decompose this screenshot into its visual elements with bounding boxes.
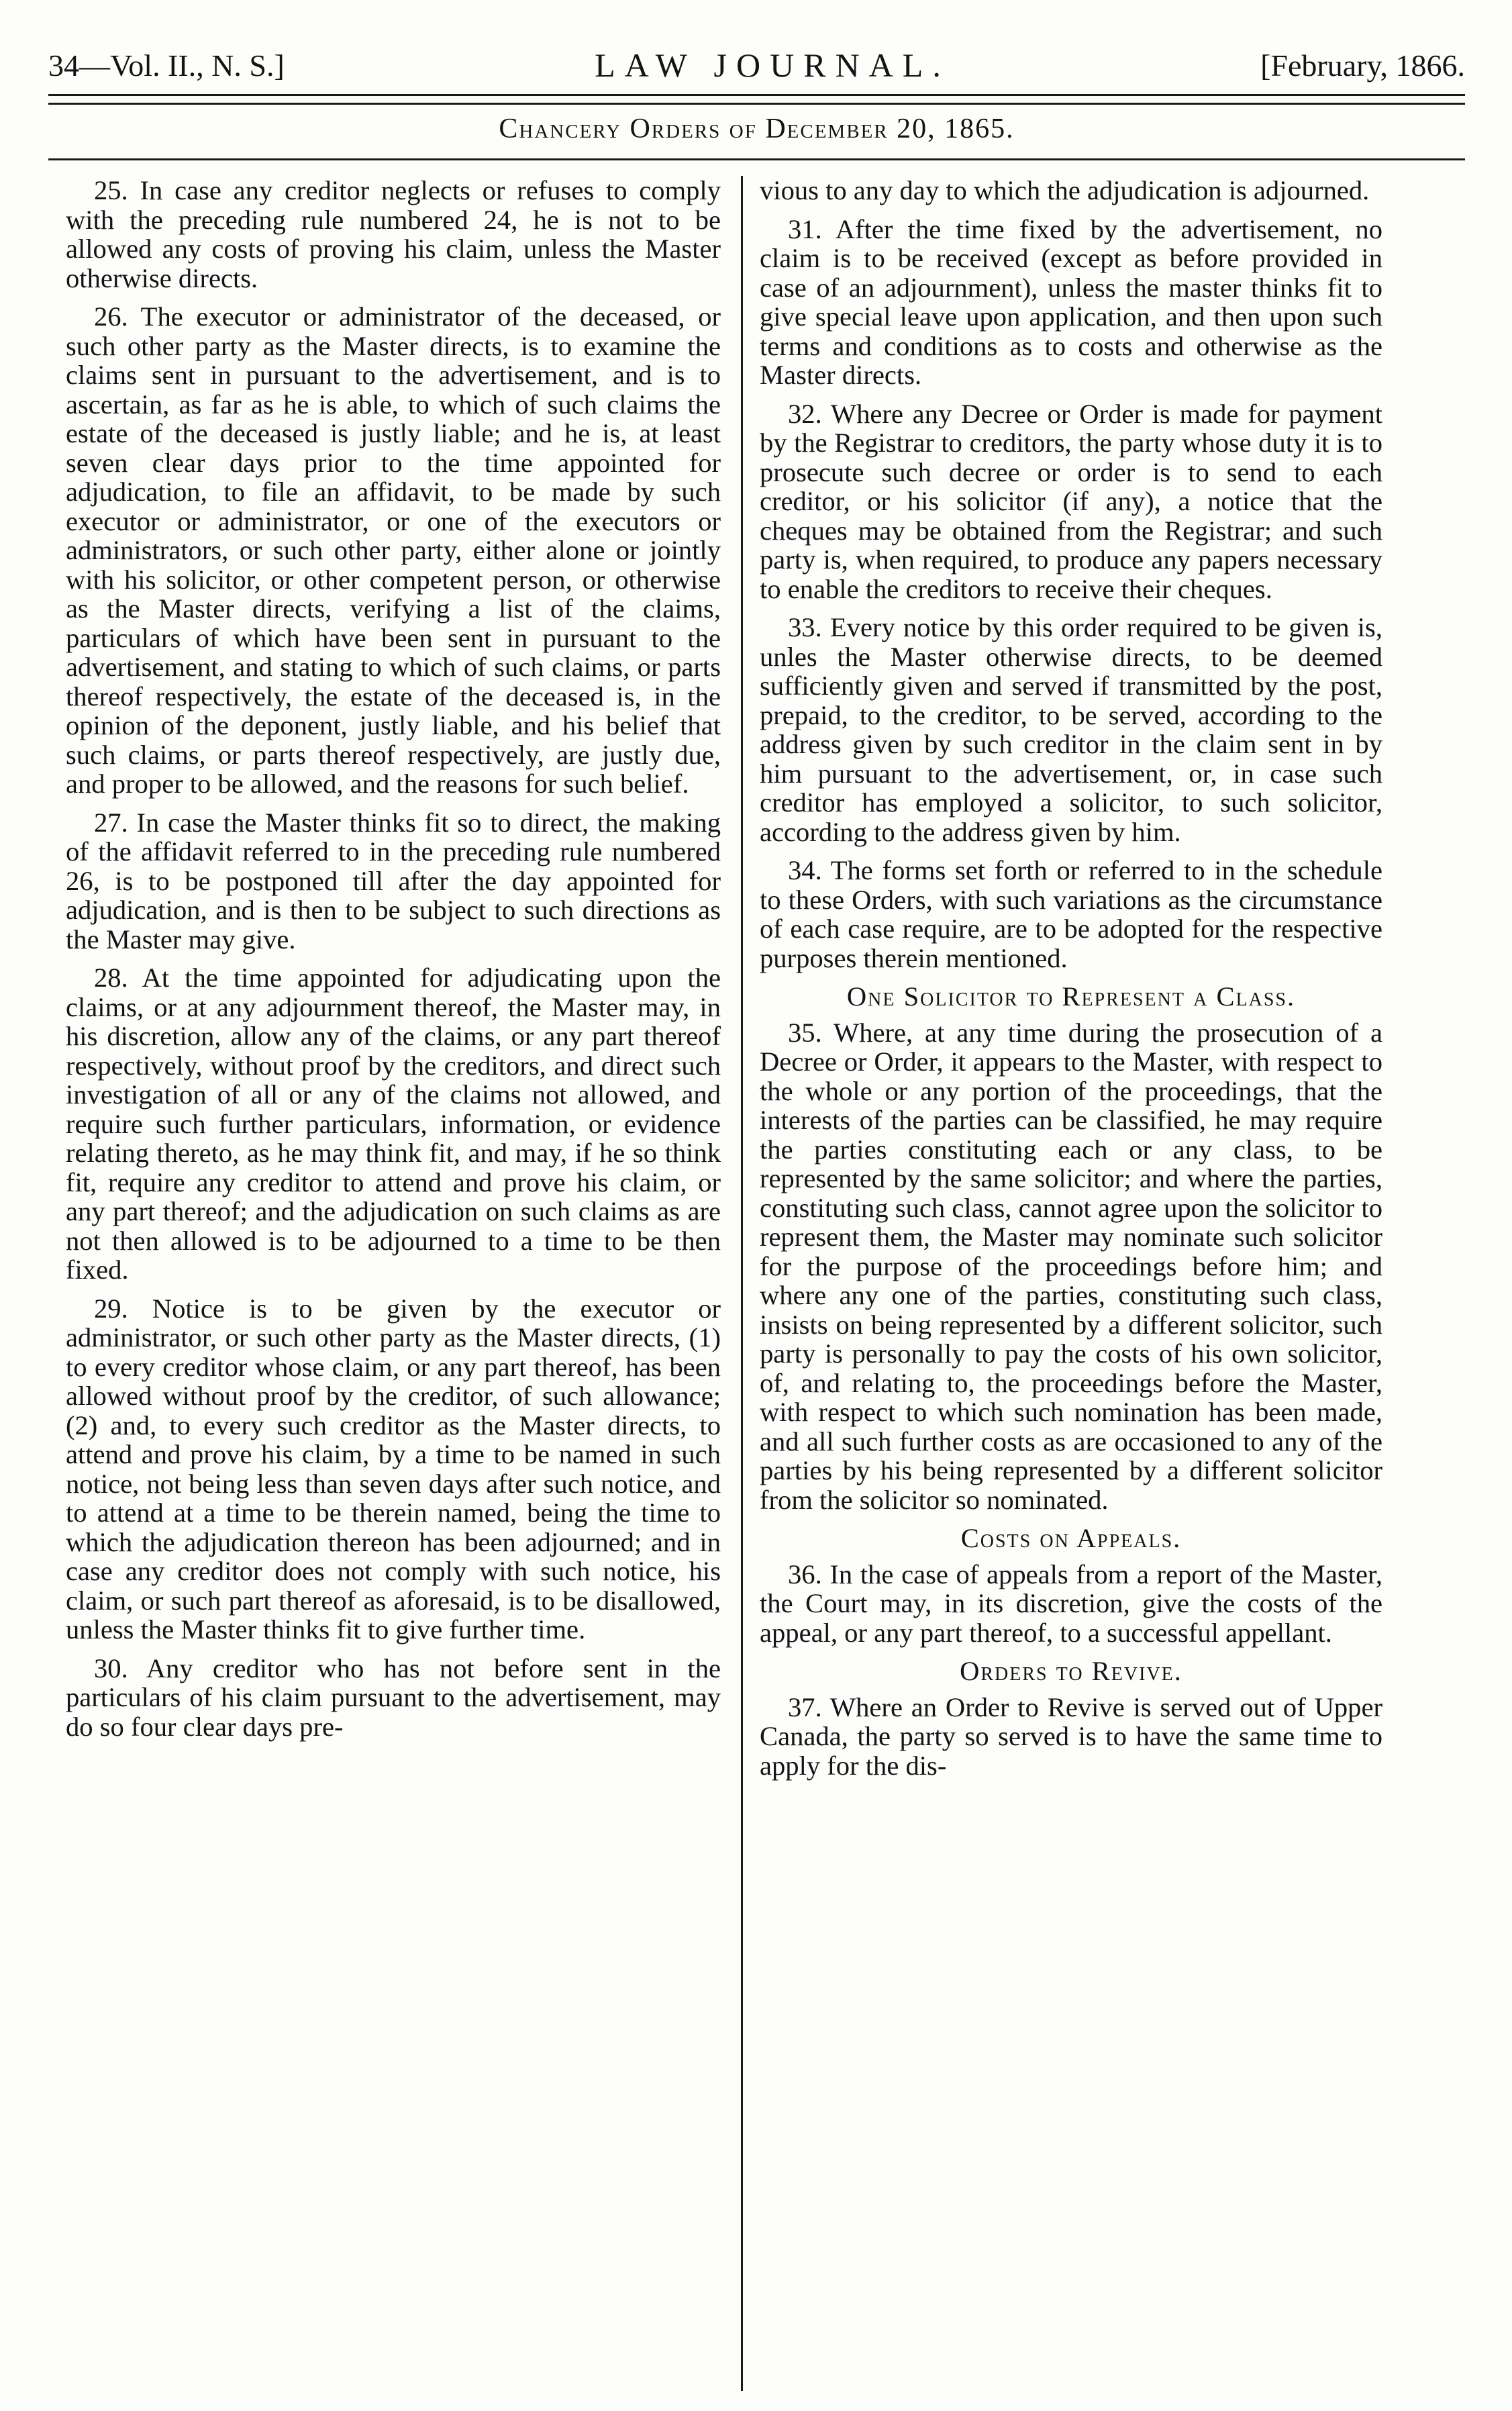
rule-30-continued: vious to any day to which the adjudication is adjourned. — [760, 175, 1370, 205]
left-column — [66, 176, 721, 1751]
running-header — [48, 42, 1465, 89]
heading-orders-to-revive: Orders to Revive. — [960, 1656, 1182, 1686]
rule-33: 33. Every notice by this order required to be given is, unles the Master otherwise directs, to be deemed sufficiently given and served if transmitted by the post, prepaid, to the creditor, to be served, according to the address given by such creditor in the claim sent in by him pursuant to the advertisement, or, in case such creditor has employed a solicitor, to such solicitor, according to the address given by him. — [760, 612, 1382, 847]
section-rule — [48, 158, 1465, 160]
rule-36: 36. In the case of appeals from a report of the Master, the Court may, in its discretion, give the costs of the appeal, or any part thereof, to a successful appellant. — [760, 1559, 1382, 1648]
header-double-rule — [48, 94, 1465, 105]
rule-31: 31. After the time fixed by the advertisement, no claim is to be received (except as before provided in case of an adjournment), unless the master thinks fit to give special leave upon application, and then upon such terms and conditions as to costs and otherwise as the Master directs. — [760, 213, 1382, 390]
heading-costs-on-appeals: Costs on Appeals. — [960, 1523, 1182, 1553]
rule-28: 28. At the time appointed for adjudicating upon the claims, or at any adjournment thereof, the Master may, in his discretion, allow any of the claims, or any part thereof respectively, without proof by the creditors, and direct such investigation of all or any of the claims not allowed, and require such further particulars, information, or evidence relating thereto, as he may think fit, and may, if he so think fit, require any creditor to attend and prove his claim, or any part thereof; and the adjudication on such claims as are not then allowed is to be adjourned to a time to be then fixed. — [66, 963, 721, 1285]
rule-25: 25. In case any creditor neglects or refuses to comply with the preceding rule numbered 24, he is not to be allowed any costs of proving his claim, unless the Master otherwise directs. — [66, 175, 721, 293]
rule-26: 26. The executor or administrator of the deceased, or such other party as the Master directs, is to examine the claims sent in pursuant to the advertisement, and is to ascertain, as far as he is able, to which of such claims the estate of the deceased is justly liable; and he is, at least seven clear days prior to the time appointed for adjudication, to file an affidavit, to be made by such executor or administrator, or one of the executors or administrators, or such other party, either alone or jointly with his solicitor, or other competent person, or otherwise as the Master directs, verifying a list of the claims, particulars of which have been sent in pursuant to the advertisement, and stating to which of such claims, or parts thereof respectively, the estate of the deceased is, in the opinion of the deponent, justly liable, and his belief that such claims, or parts thereof respectively, are justly due, and proper to be allowed, and the reasons for such belief. — [66, 301, 721, 799]
right-column — [760, 176, 1382, 1789]
column-divider — [741, 176, 743, 2391]
rule-35: 35. Where, at any time during the prosecution of a Decree or Order, it appears to the Master, with respect to the whole or any portion of the proceedings, that the interests of the parties can be classified, he may require the parties constituting each or any class, to be represented by the same solicitor; and where the parties, constituting such class, cannot agree upon the solicitor to represent them, the Master may nominate such solicitor for the purpose of the proceedings before him; and where any one of the parties, constituting such class, insists on being represented by a different solicitor, such party is personally to pay the costs of his own solicitor, of, and relating to, the proceedings before the Master, with respect to which such nomination has been made, and all such further costs as are occasioned to any of the parties by his being represented by a different solicitor from the solicitor so nominated. — [760, 1017, 1382, 1515]
rule-32: 32. Where any Decree or Order is made for payment by the Registrar to creditors, the party whose duty it is to prosecute such decree or order is to send to each creditor, or his solicitor (if any), a notice that the cheques may be obtained from the Registrar; and such party is, when required, to produce any papers necessary to enable the creditors to receive their cheques. — [760, 398, 1382, 604]
page-volume-label: 34—Vol. II., N. S.] — [48, 48, 285, 83]
rule-27: 27. In case the Master thinks fit so to direct, the making of the affidavit referred to in the preceding rule numbered 26, is to be postponed till after the day appointed for adjudication, and is then to be subject to such directions as the Master may give. — [66, 807, 721, 954]
rule-37: 37. Where an Order to Revive is served out of Upper Canada, the party so served is to have the same time to apply for the dis- — [760, 1691, 1382, 1781]
journal-title: LAW JOURNAL. — [595, 46, 950, 84]
issue-date: [February, 1866. — [1260, 48, 1465, 83]
rule-34: 34. The forms set forth or referred to in the schedule to these Orders, with such variations as the circumstance of each case require, are to be adopted for the respective purposes therein mentioned. — [760, 855, 1382, 973]
rule-29: 29. Notice is to be given by the executor or administrator, or such other party as the Master directs, (1) to every creditor whose claim, or any part thereof, has been allowed without proof by the creditor, of such allowance; (2) and, to every such creditor as the Master directs, to attend and prove his claim, by a time to be named in such notice, not being less than seven days after such notice, and to attend at a time to be therein named, being the time to which the adjudication thereon has been adjourned; and in case any creditor does not comply with such notice, his claim, or such part thereof as aforesaid, is to be disallowed, unless the Master thinks fit to give further time. — [66, 1293, 721, 1644]
heading-one-solicitor: One Solicitor to Represent a Class. — [846, 981, 1296, 1012]
section-title: Chancery Orders of December 20, 1865. — [499, 113, 1015, 144]
rule-30: 30. Any creditor who has not before sent in the particulars of his claim pursuant to the advertisement, may do so four clear days pre- — [66, 1653, 721, 1742]
